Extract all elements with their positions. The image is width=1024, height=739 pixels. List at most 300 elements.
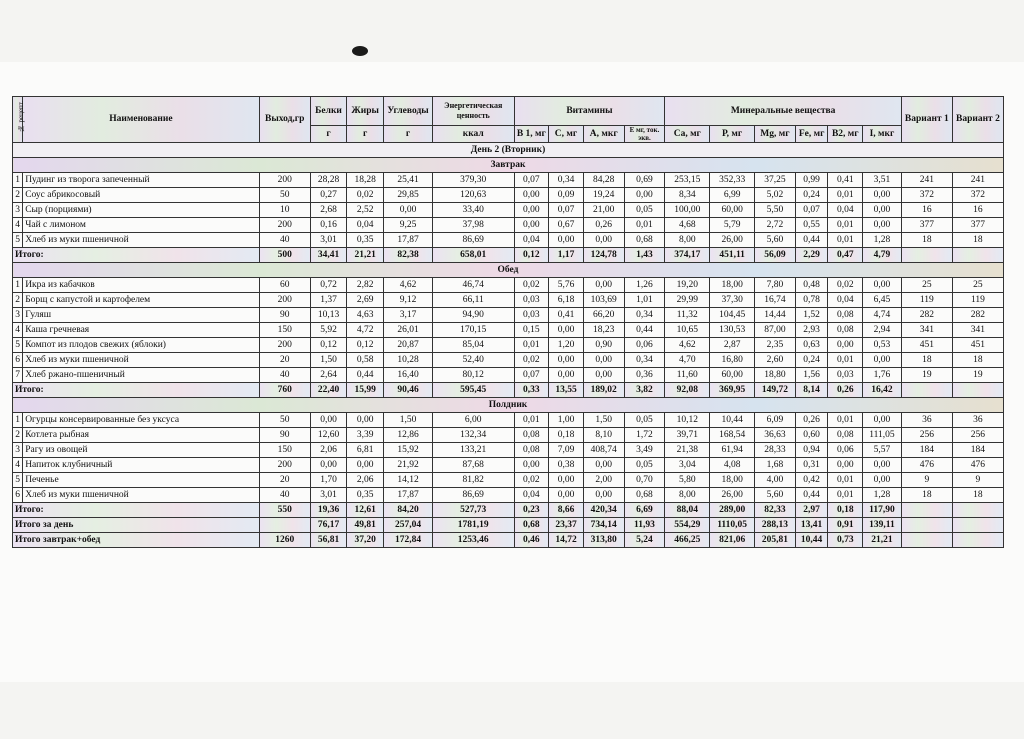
value-mg: 4,00 bbox=[755, 473, 796, 488]
dish-name: Хлеб из муки пшеничной bbox=[23, 488, 260, 503]
value-u: 12,86 bbox=[384, 428, 433, 443]
section-title: Завтрак bbox=[13, 158, 1004, 173]
value-ev: 0,68 bbox=[624, 488, 665, 503]
value-out: 150 bbox=[259, 443, 310, 458]
value-a: 84,28 bbox=[583, 173, 624, 188]
value-u: 25,41 bbox=[384, 173, 433, 188]
value-u: 14,12 bbox=[384, 473, 433, 488]
value-var2: 282 bbox=[952, 308, 1003, 323]
value-var1: 241 bbox=[901, 173, 952, 188]
value-c: 6,18 bbox=[549, 293, 584, 308]
value-zh: 2,06 bbox=[347, 473, 384, 488]
vitamins-header: Витамины bbox=[514, 97, 665, 126]
value-out: 60 bbox=[259, 278, 310, 293]
value-var2: 184 bbox=[952, 443, 1003, 458]
table-row bbox=[13, 293, 1004, 308]
value-v1: 0,00 bbox=[514, 218, 549, 233]
value-zh: 0,35 bbox=[347, 488, 384, 503]
proteins-header: Белки bbox=[310, 97, 347, 126]
min-col-mg: Mg, мг bbox=[755, 126, 796, 143]
value-p: 37,30 bbox=[710, 293, 755, 308]
dish-name: Икра из кабачков bbox=[23, 278, 260, 293]
value-c: 0,00 bbox=[549, 488, 584, 503]
row-number: 1 bbox=[13, 413, 23, 428]
dish-name: Печенье bbox=[23, 473, 260, 488]
value-mg: 5,60 bbox=[755, 488, 796, 503]
value-v1: 0,07 bbox=[514, 173, 549, 188]
value-c: 7,09 bbox=[549, 443, 584, 458]
value-a: 66,20 bbox=[583, 308, 624, 323]
summary-var2 bbox=[952, 518, 1003, 533]
table-row bbox=[13, 428, 1004, 443]
value-a: 0,00 bbox=[583, 488, 624, 503]
value-var2: 18 bbox=[952, 488, 1003, 503]
table-row bbox=[13, 353, 1004, 368]
value-var2: 241 bbox=[952, 173, 1003, 188]
value-a: 0,00 bbox=[583, 368, 624, 383]
value-mg: 2,60 bbox=[755, 353, 796, 368]
value-v1: 0,07 bbox=[514, 368, 549, 383]
name-header: Наименование bbox=[23, 97, 260, 143]
value-b2: 0,00 bbox=[828, 338, 863, 353]
value-c: 0,00 bbox=[549, 323, 584, 338]
value-ca: 10,65 bbox=[665, 323, 710, 338]
summary-var1 bbox=[901, 518, 952, 533]
value-e: 85,04 bbox=[432, 338, 514, 353]
total-e: 527,73 bbox=[432, 503, 514, 518]
value-c: 0,00 bbox=[549, 473, 584, 488]
value-b: 1,50 bbox=[310, 353, 347, 368]
total-b2: 0,47 bbox=[828, 248, 863, 263]
value-i: 0,00 bbox=[863, 203, 902, 218]
total-ca: 88,04 bbox=[665, 503, 710, 518]
value-u: 1,50 bbox=[384, 413, 433, 428]
value-out: 90 bbox=[259, 308, 310, 323]
section-row bbox=[13, 263, 1004, 278]
summary-var1 bbox=[901, 533, 952, 548]
value-e: 37,98 bbox=[432, 218, 514, 233]
value-p: 18,00 bbox=[710, 473, 755, 488]
summary-mg: 205,81 bbox=[755, 533, 796, 548]
value-u: 0,00 bbox=[384, 203, 433, 218]
row-number: 4 bbox=[13, 323, 23, 338]
summary-out bbox=[259, 518, 310, 533]
value-u: 9,25 bbox=[384, 218, 433, 233]
value-v1: 0,00 bbox=[514, 203, 549, 218]
summary-ev: 11,93 bbox=[624, 518, 665, 533]
value-v1: 0,01 bbox=[514, 413, 549, 428]
value-i: 1,28 bbox=[863, 488, 902, 503]
summary-label: Итого завтрак+обед bbox=[13, 533, 260, 548]
value-ev: 1,72 bbox=[624, 428, 665, 443]
value-c: 0,38 bbox=[549, 458, 584, 473]
min-col-i: I, мкг bbox=[863, 126, 902, 143]
value-u: 16,40 bbox=[384, 368, 433, 383]
value-a: 0,00 bbox=[583, 233, 624, 248]
value-var2: 372 bbox=[952, 188, 1003, 203]
value-ev: 0,69 bbox=[624, 173, 665, 188]
row-number: 5 bbox=[13, 233, 23, 248]
summary-b: 56,81 bbox=[310, 533, 347, 548]
value-b: 3,01 bbox=[310, 488, 347, 503]
table-row bbox=[13, 203, 1004, 218]
value-e: 120,63 bbox=[432, 188, 514, 203]
value-i: 5,57 bbox=[863, 443, 902, 458]
value-ca: 4,62 bbox=[665, 338, 710, 353]
value-u: 20,87 bbox=[384, 338, 433, 353]
value-ev: 3,49 bbox=[624, 443, 665, 458]
dish-name: Хлеб ржано-пшеничный bbox=[23, 368, 260, 383]
value-var1: 119 bbox=[901, 293, 952, 308]
value-mg: 5,50 bbox=[755, 203, 796, 218]
min-col-ca: Са, мг bbox=[665, 126, 710, 143]
summary-mg: 288,13 bbox=[755, 518, 796, 533]
value-out: 20 bbox=[259, 353, 310, 368]
value-i: 3,51 bbox=[863, 173, 902, 188]
value-c: 0,00 bbox=[549, 368, 584, 383]
value-ca: 39,71 bbox=[665, 428, 710, 443]
value-a: 1,50 bbox=[583, 413, 624, 428]
summary-var2 bbox=[952, 533, 1003, 548]
punch-hole bbox=[352, 46, 368, 56]
value-p: 4,08 bbox=[710, 458, 755, 473]
value-b: 2,64 bbox=[310, 368, 347, 383]
total-u: 82,38 bbox=[384, 248, 433, 263]
value-var1: 341 bbox=[901, 323, 952, 338]
value-e: 46,74 bbox=[432, 278, 514, 293]
value-ev: 0,00 bbox=[624, 188, 665, 203]
value-var1: 282 bbox=[901, 308, 952, 323]
value-var1: 377 bbox=[901, 218, 952, 233]
value-ca: 253,15 bbox=[665, 173, 710, 188]
value-zh: 0,00 bbox=[347, 413, 384, 428]
carbs-header: Углеводы bbox=[384, 97, 433, 126]
value-var2: 19 bbox=[952, 368, 1003, 383]
row-number: 3 bbox=[13, 443, 23, 458]
value-u: 15,92 bbox=[384, 443, 433, 458]
total-p: 451,11 bbox=[710, 248, 755, 263]
value-zh: 2,69 bbox=[347, 293, 384, 308]
summary-out: 1260 bbox=[259, 533, 310, 548]
value-p: 26,00 bbox=[710, 488, 755, 503]
value-v1: 0,08 bbox=[514, 443, 549, 458]
value-a: 8,10 bbox=[583, 428, 624, 443]
table-row bbox=[13, 458, 1004, 473]
value-var1: 476 bbox=[901, 458, 952, 473]
value-i: 6,45 bbox=[863, 293, 902, 308]
value-v1: 0,04 bbox=[514, 233, 549, 248]
summary-i: 139,11 bbox=[863, 518, 902, 533]
total-fe: 2,29 bbox=[795, 248, 828, 263]
value-mg: 87,00 bbox=[755, 323, 796, 338]
value-var2: 16 bbox=[952, 203, 1003, 218]
value-var2: 18 bbox=[952, 353, 1003, 368]
value-ev: 0,34 bbox=[624, 308, 665, 323]
total-var1 bbox=[901, 383, 952, 398]
value-b2: 0,01 bbox=[828, 218, 863, 233]
total-ca: 92,08 bbox=[665, 383, 710, 398]
value-fe: 0,60 bbox=[795, 428, 828, 443]
value-c: 5,76 bbox=[549, 278, 584, 293]
unit-kcal: ккал bbox=[432, 126, 514, 143]
value-out: 200 bbox=[259, 458, 310, 473]
value-b: 0,72 bbox=[310, 278, 347, 293]
value-b2: 0,01 bbox=[828, 488, 863, 503]
value-e: 66,11 bbox=[432, 293, 514, 308]
variant1-header: Вариант 1 bbox=[901, 97, 952, 143]
total-out: 550 bbox=[259, 503, 310, 518]
minerals-header: Минеральные вещества bbox=[665, 97, 902, 126]
section-title: Обед bbox=[13, 263, 1004, 278]
summary-u: 257,04 bbox=[384, 518, 433, 533]
value-mg: 5,02 bbox=[755, 188, 796, 203]
value-a: 408,74 bbox=[583, 443, 624, 458]
table-row bbox=[13, 443, 1004, 458]
total-b: 19,36 bbox=[310, 503, 347, 518]
value-e: 86,69 bbox=[432, 233, 514, 248]
value-c: 0,67 bbox=[549, 218, 584, 233]
row-number: 7 bbox=[13, 368, 23, 383]
row-number: 4 bbox=[13, 458, 23, 473]
value-b: 3,01 bbox=[310, 233, 347, 248]
fats-header: Жиры bbox=[347, 97, 384, 126]
value-fe: 0,78 bbox=[795, 293, 828, 308]
value-b: 12,60 bbox=[310, 428, 347, 443]
total-b2: 0,18 bbox=[828, 503, 863, 518]
value-p: 16,80 bbox=[710, 353, 755, 368]
value-out: 50 bbox=[259, 188, 310, 203]
value-c: 0,41 bbox=[549, 308, 584, 323]
summary-b2: 0,91 bbox=[828, 518, 863, 533]
value-mg: 2,72 bbox=[755, 218, 796, 233]
value-a: 21,00 bbox=[583, 203, 624, 218]
value-i: 0,00 bbox=[863, 278, 902, 293]
value-a: 19,24 bbox=[583, 188, 624, 203]
value-b2: 0,03 bbox=[828, 368, 863, 383]
dish-name: Хлеб из муки пшеничной bbox=[23, 233, 260, 248]
value-zh: 18,28 bbox=[347, 173, 384, 188]
summary-b: 76,17 bbox=[310, 518, 347, 533]
value-var2: 25 bbox=[952, 278, 1003, 293]
table-row bbox=[13, 338, 1004, 353]
value-zh: 0,04 bbox=[347, 218, 384, 233]
total-var2 bbox=[952, 383, 1003, 398]
value-ca: 19,20 bbox=[665, 278, 710, 293]
summary-c: 23,37 bbox=[549, 518, 584, 533]
value-c: 0,07 bbox=[549, 203, 584, 218]
row-number: 6 bbox=[13, 353, 23, 368]
value-var2: 18 bbox=[952, 233, 1003, 248]
value-v1: 0,03 bbox=[514, 293, 549, 308]
row-number: 2 bbox=[13, 188, 23, 203]
variant2-header: Вариант 2 bbox=[952, 97, 1003, 143]
value-i: 1,28 bbox=[863, 233, 902, 248]
value-zh: 0,12 bbox=[347, 338, 384, 353]
vit-col-e: Е мг, ток. экв. bbox=[624, 126, 665, 143]
summary-c: 14,72 bbox=[549, 533, 584, 548]
summary-zh: 49,81 bbox=[347, 518, 384, 533]
value-var1: 19 bbox=[901, 368, 952, 383]
value-u: 17,87 bbox=[384, 488, 433, 503]
value-e: 52,40 bbox=[432, 353, 514, 368]
value-var1: 256 bbox=[901, 428, 952, 443]
value-fe: 1,52 bbox=[795, 308, 828, 323]
value-var1: 372 bbox=[901, 188, 952, 203]
value-out: 40 bbox=[259, 488, 310, 503]
value-b2: 0,02 bbox=[828, 278, 863, 293]
table-body bbox=[13, 143, 1004, 548]
row-number: 3 bbox=[13, 308, 23, 323]
value-b2: 0,01 bbox=[828, 233, 863, 248]
row-number: 1 bbox=[13, 278, 23, 293]
value-b2: 0,01 bbox=[828, 413, 863, 428]
dish-name: Пудинг из творога запеченный bbox=[23, 173, 260, 188]
value-b: 0,12 bbox=[310, 338, 347, 353]
value-p: 6,99 bbox=[710, 188, 755, 203]
value-i: 2,94 bbox=[863, 323, 902, 338]
value-ca: 8,00 bbox=[665, 233, 710, 248]
value-p: 61,94 bbox=[710, 443, 755, 458]
table-row bbox=[13, 188, 1004, 203]
summary-ca: 466,25 bbox=[665, 533, 710, 548]
value-b: 10,13 bbox=[310, 308, 347, 323]
summary-ca: 554,29 bbox=[665, 518, 710, 533]
total-a: 420,34 bbox=[583, 503, 624, 518]
total-e: 658,01 bbox=[432, 248, 514, 263]
value-c: 0,00 bbox=[549, 353, 584, 368]
value-ca: 11,60 bbox=[665, 368, 710, 383]
total-zh: 12,61 bbox=[347, 503, 384, 518]
value-mg: 5,60 bbox=[755, 233, 796, 248]
output-header: Выход,гр bbox=[259, 97, 310, 143]
value-var2: 451 bbox=[952, 338, 1003, 353]
value-out: 40 bbox=[259, 368, 310, 383]
value-ev: 1,01 bbox=[624, 293, 665, 308]
min-col-p: Р, мг bbox=[710, 126, 755, 143]
total-var2 bbox=[952, 248, 1003, 263]
menu-table bbox=[12, 96, 1004, 548]
value-i: 0,00 bbox=[863, 413, 902, 428]
value-i: 111,05 bbox=[863, 428, 902, 443]
value-fe: 0,24 bbox=[795, 353, 828, 368]
value-zh: 2,52 bbox=[347, 203, 384, 218]
value-fe: 0,99 bbox=[795, 173, 828, 188]
value-mg: 6,09 bbox=[755, 413, 796, 428]
value-ev: 0,34 bbox=[624, 353, 665, 368]
summary-ev: 5,24 bbox=[624, 533, 665, 548]
value-fe: 0,07 bbox=[795, 203, 828, 218]
value-u: 3,17 bbox=[384, 308, 433, 323]
row-number: 1 bbox=[13, 173, 23, 188]
value-fe: 0,48 bbox=[795, 278, 828, 293]
value-ca: 4,70 bbox=[665, 353, 710, 368]
value-ev: 1,26 bbox=[624, 278, 665, 293]
value-fe: 0,42 bbox=[795, 473, 828, 488]
value-e: 6,00 bbox=[432, 413, 514, 428]
summary-fe: 13,41 bbox=[795, 518, 828, 533]
value-fe: 0,26 bbox=[795, 413, 828, 428]
summary-p: 1110,05 bbox=[710, 518, 755, 533]
value-i: 0,00 bbox=[863, 473, 902, 488]
value-u: 29,85 bbox=[384, 188, 433, 203]
value-e: 132,34 bbox=[432, 428, 514, 443]
value-a: 0,00 bbox=[583, 353, 624, 368]
total-b: 34,41 bbox=[310, 248, 347, 263]
value-b2: 0,04 bbox=[828, 203, 863, 218]
dish-name: Компот из плодов свежих (яблоки) bbox=[23, 338, 260, 353]
value-out: 150 bbox=[259, 323, 310, 338]
value-out: 200 bbox=[259, 293, 310, 308]
dish-name: Каша гречневая bbox=[23, 323, 260, 338]
value-p: 352,33 bbox=[710, 173, 755, 188]
summary-i: 21,21 bbox=[863, 533, 902, 548]
total-row bbox=[13, 383, 1004, 398]
value-mg: 37,25 bbox=[755, 173, 796, 188]
value-b: 1,37 bbox=[310, 293, 347, 308]
value-out: 200 bbox=[259, 173, 310, 188]
value-e: 81,82 bbox=[432, 473, 514, 488]
value-i: 0,00 bbox=[863, 458, 902, 473]
value-fe: 1,56 bbox=[795, 368, 828, 383]
value-b: 0,00 bbox=[310, 413, 347, 428]
value-fe: 2,93 bbox=[795, 323, 828, 338]
total-c: 8,66 bbox=[549, 503, 584, 518]
summary-b2: 0,73 bbox=[828, 533, 863, 548]
total-u: 84,20 bbox=[384, 503, 433, 518]
value-b: 1,70 bbox=[310, 473, 347, 488]
total-a: 189,02 bbox=[583, 383, 624, 398]
unit-g: г bbox=[310, 126, 347, 143]
dish-name: Котлета рыбная bbox=[23, 428, 260, 443]
total-var2 bbox=[952, 503, 1003, 518]
value-c: 0,00 bbox=[549, 233, 584, 248]
value-b2: 0,08 bbox=[828, 428, 863, 443]
table-row bbox=[13, 413, 1004, 428]
value-p: 18,00 bbox=[710, 278, 755, 293]
total-i: 4,79 bbox=[863, 248, 902, 263]
value-ev: 0,44 bbox=[624, 323, 665, 338]
total-out: 760 bbox=[259, 383, 310, 398]
value-p: 104,45 bbox=[710, 308, 755, 323]
value-ca: 4,68 bbox=[665, 218, 710, 233]
total-mg: 56,09 bbox=[755, 248, 796, 263]
value-mg: 28,33 bbox=[755, 443, 796, 458]
table-row bbox=[13, 323, 1004, 338]
value-var1: 451 bbox=[901, 338, 952, 353]
dish-name: Чай с лимоном bbox=[23, 218, 260, 233]
value-ev: 0,05 bbox=[624, 458, 665, 473]
summary-e: 1253,46 bbox=[432, 533, 514, 548]
total-fe: 8,14 bbox=[795, 383, 828, 398]
total-fe: 2,97 bbox=[795, 503, 828, 518]
value-b2: 0,01 bbox=[828, 188, 863, 203]
total-c: 1,17 bbox=[549, 248, 584, 263]
value-ca: 21,38 bbox=[665, 443, 710, 458]
total-var1 bbox=[901, 503, 952, 518]
value-ev: 0,06 bbox=[624, 338, 665, 353]
row-number: 3 bbox=[13, 203, 23, 218]
value-zh: 0,35 bbox=[347, 233, 384, 248]
value-zh: 4,72 bbox=[347, 323, 384, 338]
value-ev: 0,68 bbox=[624, 233, 665, 248]
total-ev: 1,43 bbox=[624, 248, 665, 263]
value-var2: 377 bbox=[952, 218, 1003, 233]
value-c: 1,20 bbox=[549, 338, 584, 353]
value-v1: 0,03 bbox=[514, 308, 549, 323]
section-title: Полдник bbox=[13, 398, 1004, 413]
dish-name: Рагу из овощей bbox=[23, 443, 260, 458]
value-u: 10,28 bbox=[384, 353, 433, 368]
